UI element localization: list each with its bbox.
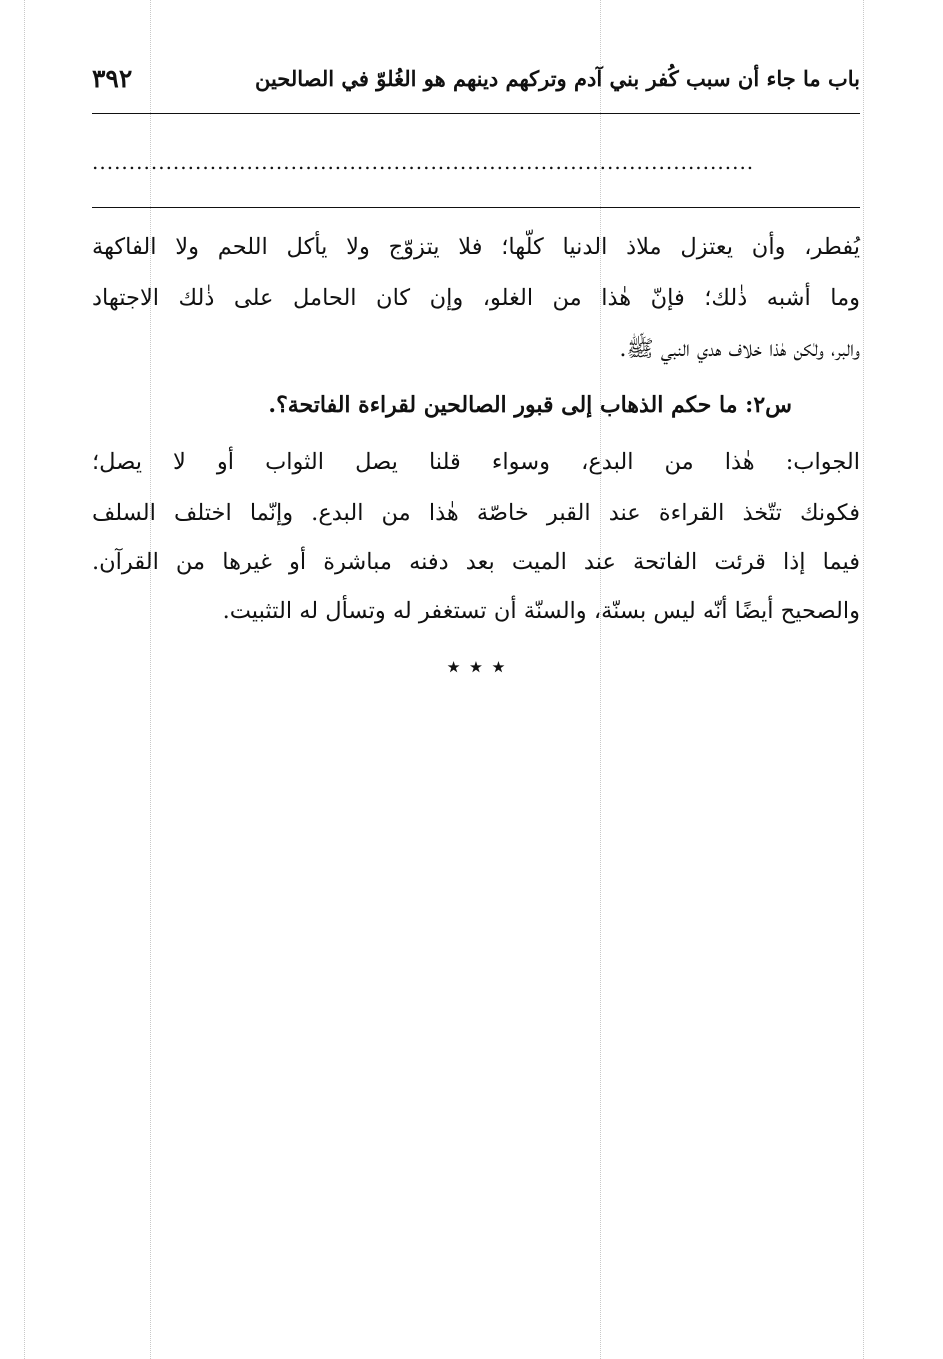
question-heading: س٢: ما حكم الذهاب إلى قبور الصالحين لقراءة الفاتحة؟. [268,392,792,418]
scan-guide-line [24,0,25,1359]
running-title: باب ما جاء أن سبب كُفر بني آدم وتركهم دينهم هو الغُلوّ في الصالحين [254,65,860,91]
page-number: ٣٩٢ [92,63,133,93]
header-rule [92,113,860,114]
scan-guide-line [863,0,864,1359]
paragraph-line: وما أشبه ذٰلك؛ فإنّ هٰذا من الغلو، وإن كان الحامل على ذٰلك الاجتهاد [92,285,860,311]
answer-line: والصحيح أيضًا أنّه ليس بسنّة، والسنّة أن تستغفر له وتسأل له التثبيت. [222,598,860,624]
answer-line: الجواب: هٰذا من البدع، وسواء قلنا يصل الثواب أو لا يصل؛ [92,449,860,475]
paragraph-line: والبر، ولٰكن هٰذا خلاف هدي النبي ﷺ. [619,336,860,362]
answer-line: فيما إذا قرئت الفاتحة عند الميت بعد دفنه مباشرة أو غيرها من القرآن. [92,549,860,575]
separator-rule [92,207,860,208]
omission-dots: .......................................................................................... [92,150,755,174]
answer-line: فكونك تتّخذ القراءة عند القبر خاصّة هٰذا من البدع. وإنّما اختلف السلف [92,500,860,526]
book-page [92,0,860,1359]
section-asterisms: ٭ ٭ ٭ [446,652,506,682]
running-header [92,58,860,98]
paragraph-line: يُفطر، وأن يعتزل ملاذ الدنيا كلّها؛ فلا يتزوّج ولا يأكل اللحم ولا الفاكهة [92,234,860,260]
